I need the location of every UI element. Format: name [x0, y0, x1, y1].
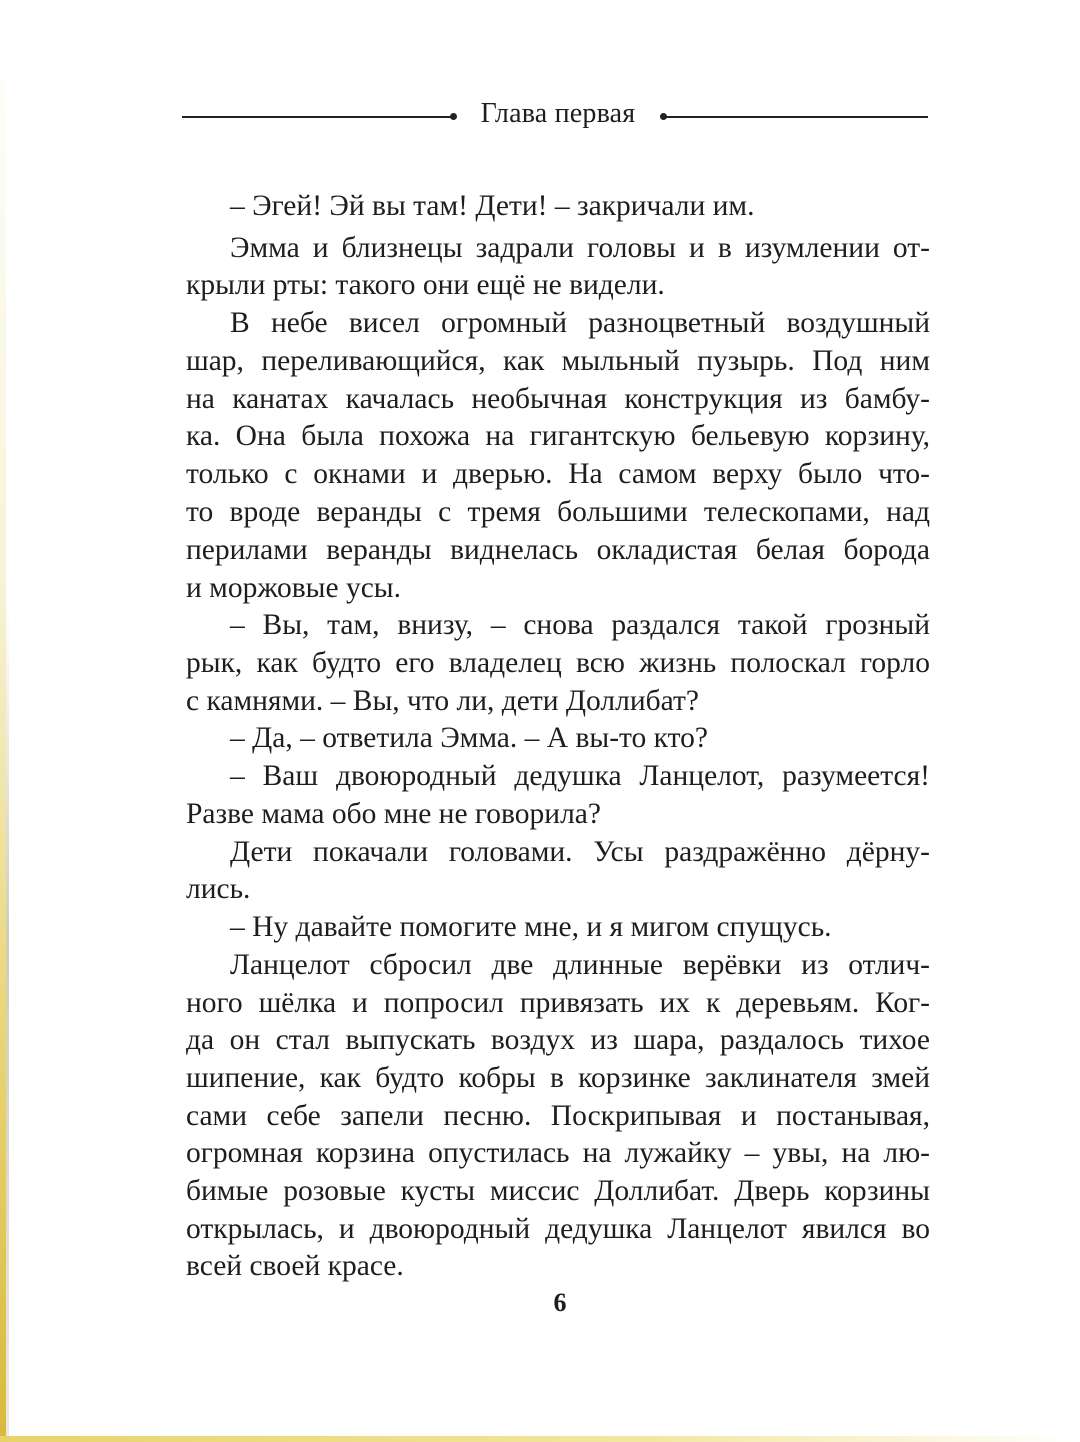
text-line: – Вы, там, внизу, – снова раздался такой грозный — [230, 609, 930, 641]
text-line: крыли рты: такого они ещё не видели. — [186, 269, 665, 301]
text-line: шар, переливающийся, как мыльный пузырь. Под ним — [186, 345, 930, 377]
header-rule-left — [182, 116, 452, 118]
text-line: Разве мама обо мне не говорила? — [186, 798, 601, 830]
text-line: рык, как будто его владелец всю жизнь полоскал горло — [186, 647, 930, 679]
text-line: и моржовые усы. — [186, 572, 401, 604]
text-line: да он стал выпускать воздух из шара, раздалось тихое — [186, 1024, 930, 1056]
text-line: перилами веранды виднелась окладистая белая борода — [186, 534, 930, 566]
text-line: Ланцелот сбросил две длинные верёвки из отлич- — [230, 949, 930, 981]
text-line: огромная корзина опустилась на лужайку – увы, на лю- — [186, 1137, 930, 1169]
text-line: Эмма и близнецы задрали головы и в изумлении от- — [230, 232, 930, 264]
page-edge-shadow — [6, 600, 9, 1442]
text-line: то вроде веранды с тремя большими телескопами, над — [186, 496, 930, 528]
header-rule-right — [664, 116, 928, 118]
text-line: открылась, и двоюродный дедушка Ланцелот явился во — [186, 1213, 930, 1245]
page-number: 6 — [553, 1288, 567, 1317]
chapter-header — [182, 96, 928, 136]
header-dot-left — [450, 113, 457, 120]
text-line: ного шёлка и попросил привязать их к деревьям. Ког- — [186, 987, 930, 1019]
text-line: В небе висел огромный разноцветный воздушный — [230, 307, 930, 339]
text-line: только с окнами и дверью. На самом верху было что- — [186, 458, 930, 490]
text-line: – Да, – ответила Эмма. – А вы-то кто? — [230, 722, 708, 754]
text-line: – Эгей! Эй вы там! Дети! – закричали им. — [230, 190, 755, 222]
text-line: всей своей красе. — [186, 1250, 404, 1282]
page-edge-bottom — [0, 1436, 1080, 1442]
text-line: с камнями. – Вы, что ли, дети Доллибат? — [186, 685, 699, 717]
text-line: бимые розовые кусты миссис Доллибат. Дверь корзины — [186, 1175, 930, 1207]
text-line: лись. — [186, 873, 251, 905]
chapter-title: Глава первая — [480, 98, 636, 129]
text-line: сами себе запели песню. Поскрипывая и постанывая, — [186, 1100, 930, 1132]
text-line: на канатах качалась необычная конструкция из бамбу- — [186, 383, 930, 415]
text-line: шипение, как будто кобры в корзинке заклинателя змей — [186, 1062, 930, 1094]
text-line: – Ваш двоюродный дедушка Ланцелот, разумеется! — [230, 760, 930, 792]
text-line: – Ну давайте помогите мне, и я мигом спущусь. — [230, 911, 832, 943]
text-line: ка. Она была похожа на гигантскую бельевую корзину, — [186, 420, 930, 452]
text-line: Дети покачали головами. Усы раздражённо дёрну- — [230, 836, 930, 868]
